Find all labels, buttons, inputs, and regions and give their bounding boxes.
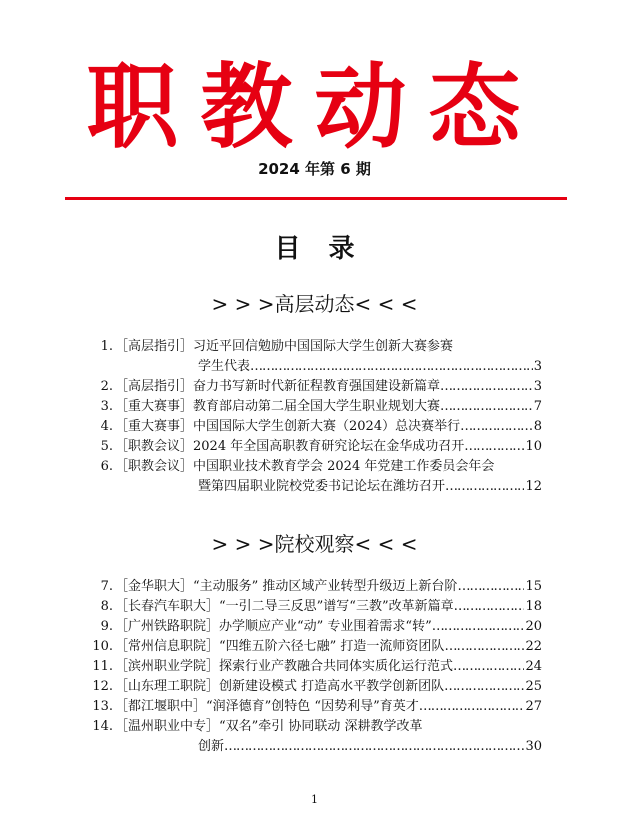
toc-entry-number: 5. (100, 439, 113, 454)
toc-entry-page: 20 (525, 619, 542, 634)
toc-entry[interactable] (92, 437, 542, 457)
toc-entry[interactable] (92, 697, 542, 717)
dot-leader (440, 377, 533, 397)
dot-leader (460, 417, 533, 437)
toc-entry[interactable] (92, 377, 542, 397)
dot-leader (453, 657, 524, 677)
header-divider (65, 197, 567, 200)
dot-leader (224, 737, 524, 757)
toc-entry[interactable] (92, 617, 542, 637)
toc-entry-page: 10 (525, 439, 542, 454)
toc-entry-page: 30 (525, 739, 542, 754)
toc-entry[interactable] (92, 717, 542, 737)
toc-entry-number: 14. (92, 719, 113, 734)
toc-entry-title: ［长春汽车职大］“一引二导三反思”谱写“三教”改革新篇章 (115, 599, 454, 614)
toc-entry-title-continued: 暨第四届职业院校党委书记论坛在潍坊召开 (198, 479, 446, 494)
toc-title: 目录 (274, 234, 383, 264)
toc-entry-page: 7 (533, 399, 542, 414)
toc-entry-title: ［常州信息职院］“四维五阶六径七融” 打造一流师资团队 (115, 639, 445, 654)
toc-entry-page: 25 (525, 679, 542, 694)
toc-entry-title: ［重大赛事］教育部启动第二届全国大学生职业规划大赛 (115, 399, 441, 414)
toc-entry-number: 12. (92, 679, 113, 694)
toc-entry[interactable] (92, 677, 542, 697)
toc-entry-title: ［温州职业中专］“双名”牵引 协同联动 深耕教学改革 (115, 719, 423, 734)
toc-entry[interactable] (92, 457, 542, 477)
dot-leader (440, 397, 533, 417)
page-number: 1 (311, 793, 318, 806)
toc-entry-title: ［滨州职业学院］探索行业产教融合共同体实质化运行范式 (115, 659, 454, 674)
toc-entry-title: ［职教会议］中国职业技术教育学会 2024 年党建工作委员会年会 (115, 459, 495, 474)
section-title-schools: > > >院校观察< < < (211, 532, 418, 556)
dot-leader (444, 677, 524, 697)
toc-entry-title: ［高层指引］习近平回信勉励中国国际大学生创新大赛参赛 (115, 339, 454, 354)
toc-entry-number: 13. (92, 699, 113, 714)
toc-entry-page: 27 (525, 699, 542, 714)
toc-entry[interactable] (92, 657, 542, 677)
toc-entry-number: 3. (100, 399, 113, 414)
toc-entry[interactable] (92, 637, 542, 657)
toc-entry-page: 3 (533, 379, 542, 394)
dot-leader (464, 437, 524, 457)
dot-leader (432, 617, 525, 637)
toc-entry-page: 18 (525, 599, 542, 614)
dot-leader (454, 597, 525, 617)
toc-entry-page: 22 (525, 639, 542, 654)
toc-entry-title-continued: 学生代表 (198, 359, 251, 374)
dot-leader (445, 477, 524, 497)
toc-entry[interactable] (92, 417, 542, 437)
toc-entry-number: 9. (100, 619, 113, 634)
toc-entry-number: 11. (92, 659, 113, 674)
toc-entry-page: 24 (525, 659, 542, 674)
toc-entry-number: 10. (92, 639, 113, 654)
toc-entry-continuation[interactable] (92, 357, 542, 377)
toc-entry-title: ［山东理工职院］创新建设模式 打造高水平教学创新团队 (115, 679, 445, 694)
toc-entry-number: 2. (100, 379, 113, 394)
toc-entry-number: 4. (100, 419, 113, 434)
toc-entry-number: 1. (100, 339, 113, 354)
dot-leader (250, 357, 533, 377)
toc-entry-page: 15 (525, 579, 542, 594)
toc-entry-page: 12 (525, 479, 542, 494)
toc-entry-title: ［金华职大］“主动服务” 推动区域产业转型升级迈上新台阶 (115, 579, 458, 594)
toc-entry-title: ［都江堰职中］“润泽德育”创特色 “因势利导”育英才 (115, 699, 419, 714)
toc-entry-title: ［职教会议］2024 年全国高职教育研究论坛在金华成功召开 (115, 439, 465, 454)
toc-entry-continuation[interactable] (92, 737, 542, 757)
dot-leader (444, 637, 524, 657)
toc-entry-continuation[interactable] (92, 477, 542, 497)
toc-entry-title: ［广州铁路职院］办学顺应产业“动” 专业围着需求“转” (115, 619, 432, 634)
toc-entry-number: 8. (100, 599, 113, 614)
dot-leader (457, 577, 524, 597)
toc-list-schools (92, 577, 542, 757)
toc-entry-number: 6. (100, 459, 113, 474)
toc-entry[interactable] (92, 397, 542, 417)
toc-entry-page: 8 (533, 419, 542, 434)
toc-entry-page: 3 (533, 359, 542, 374)
toc-entry[interactable] (92, 577, 542, 597)
section-title-leadership: > > >高层动态< < < (211, 292, 418, 316)
toc-entry-title-continued: 创新 (198, 739, 225, 754)
dot-leader (419, 697, 525, 717)
toc-entry-title: ［重大赛事］中国国际大学生创新大赛（2024）总决赛举行 (115, 419, 461, 434)
toc-entry-title: ［高层指引］奋力书写新时代新征程教育强国建设新篇章 (115, 379, 441, 394)
toc-list-leadership (92, 337, 542, 497)
issue-label: 2024 年第 6 期 (258, 160, 371, 178)
toc-entry[interactable] (92, 597, 542, 617)
masthead-title: 职教动态 (86, 53, 543, 161)
toc-entry[interactable] (92, 337, 542, 357)
toc-entry-number: 7. (100, 579, 113, 594)
